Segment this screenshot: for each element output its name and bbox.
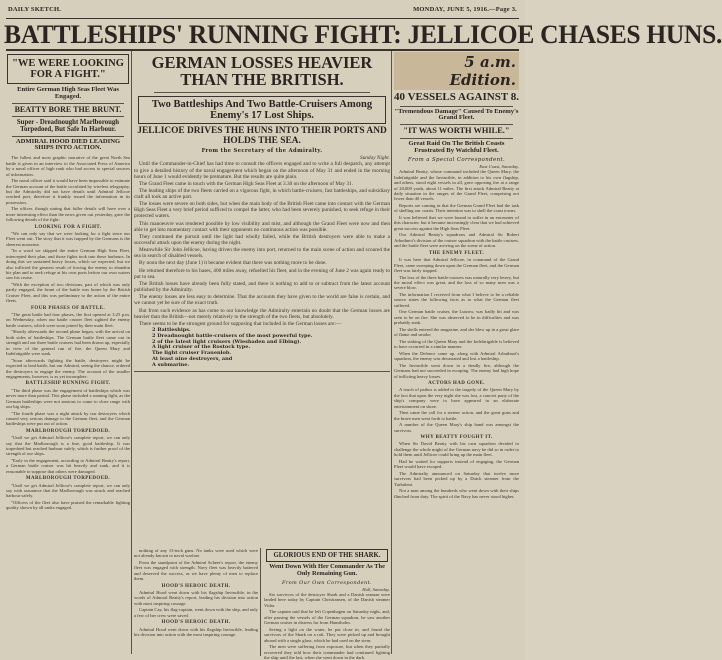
mid-source: From the Secretary of the Admiralty. <box>201 148 323 155</box>
paragraph: Meanwhile Sir John Jellicoe, having driven the enemy into port, returned to the main scene of action and scoured the sea in search of disabled vessels. <box>134 247 390 260</box>
paragraph: He returned therefore to his bases, 400 miles away, refuelled his fleet, and in the evening of June 2 was again ready to put to sea. <box>134 267 390 280</box>
paragraph: Until the Commander-in-Chief has had time to consult the officers engaged and to write a full despatch, any attempt to give a detailed history of the naval engagement which began on the afternoon of May 31 and ended in the morning hours of June 1 would evidently be premature. But the results are quite plain. <box>134 161 390 180</box>
paragraph: Captain Cay, his flag-captain, went down with the ship, and only a few of her crew were saved. <box>134 607 258 618</box>
paragraph: The information I received from what I believe to be a reliable source states the following facts as to what the German fleet suffered. <box>394 291 519 308</box>
mid-bottom-rule <box>134 371 390 372</box>
top-rule <box>6 18 519 19</box>
mid-headline: GERMAN LOSSES HEAVIER THAN THE BRITISH. <box>151 53 373 90</box>
paragraph: When the Defence came up, along with Admiral Arbuthnot's squadron, the enemy was devastated and lost a battleship. <box>394 350 519 362</box>
paragraph: Had he waited for supports instead of engaging, the German Fleet would have escaped. <box>394 458 519 470</box>
loss-item: A submarine. <box>152 361 190 368</box>
paragraph: It was believed that we were bound to suffer in an encounter of this character, but it became increasingly clear that we had achieved great success against the High Seas Fleet. <box>394 215 519 231</box>
paragraph: The losses were severe on both sides, but when the main body of the British Fleet came into contact with the German High Seas Fleet a very brief period sufficed to compel the latter, who had been severely punished, to seek refuge in their protected waters. <box>134 201 390 220</box>
left-quote-headline: "WE WERE LOOKING FOR A FIGHT." <box>12 58 124 81</box>
german-losses-list <box>134 328 390 369</box>
paragraph: This manoeuvre was rendered possible by low visibility and mist, and although the Grand Fleet were now and then able to get into momentary contact with their opponents no continuous action was possible. <box>134 220 390 233</box>
glorious-box <box>266 549 388 562</box>
right-rule <box>400 106 513 107</box>
paragraph: "The third phase was the engagement of battleships which was never more than partial. This phase included a running fight, as the German battleships were not anxious to come to close range with our big ships. <box>6 387 130 409</box>
paragraph: "Until we get Admiral Jellicoe's complete report, we can only say with assurance that the Marlborough was struck and reached harbour safely. <box>6 482 130 499</box>
paragraph: Seeing a light on the water, he put close in, and found the survivors of the Shark on a raft. They were picked up and brought aboard with a single glass, which he had used on the stern. <box>264 626 390 643</box>
glorious-source: From Our Own Correspondent. <box>281 579 373 586</box>
paragraph: By noon the next day (June 1) it became evident that there was nothing more to be done. <box>139 260 327 267</box>
right-rule <box>400 138 513 139</box>
subhead: ACTORS HAD GONE. <box>428 380 485 386</box>
right-column <box>394 51 519 656</box>
right-deck-2: "IT WAS WORTH WHILE." <box>403 126 510 136</box>
paragraph: "We can only say that we were looking for a fight since our Fleet went out. The story that it was trapped by the Germans is the sheerest nonsense. <box>6 231 130 247</box>
paragraph: Admiral Hood went down with his flagship Invincible, in the words of Admiral Beatty's report, leading his division into action with most inspiring courage. <box>134 590 258 606</box>
lower-left-body <box>134 548 258 637</box>
paragraph: "In a word we skipped the entire German High Seas Fleet, intercepted their plan, and those fights took into these harbours. In doing this we sustained heavy losses, which we expected, but we also inflicted the greatest result of forcing the enemy to abandon his plan and to seek refuge at his own ports before our own waters saw his cruise. <box>6 248 130 281</box>
subhead: LOOKING FOR A FIGHT. <box>34 224 102 230</box>
loss-item: A light cruiser of the Rostock type. <box>152 344 251 351</box>
subhead: MARLBOROUGH TORPEDOED. <box>25 428 111 434</box>
loss-item: 2 of the latest light cruisers (Wiesbaden and Elbing). <box>152 338 302 345</box>
glorious-headline: GLORIOUS END OF THE SHARK. <box>273 552 381 559</box>
mid-article-body <box>134 155 390 326</box>
paragraph: The naval officer said it would have been impossible to estimate the German account of the battle circulated by wireless telegraphy, but the Admiralty did not have details until Admiral Jellicoe reached port, therefore it frankly issued the information in its possession. <box>6 178 130 205</box>
paragraph: The officer, though stating that fuller details will have over a more interesting effect than the news given out yesterday, gave the following details of the fight: <box>6 206 130 223</box>
date-and-page: MONDAY, JUNE 5, 1916.—Page 3. <box>413 6 517 13</box>
paper-name: DAILY SKETCH. <box>8 6 62 13</box>
paragraph: The enemy losses are less easy to determine. That the accounts they have given to the world are false is certain, and we cannot yet be sure of the exact truth. <box>134 294 390 307</box>
paragraph: A number of the Queen Mary's ship band was amongst the survivors. <box>394 422 519 433</box>
right-deck-3: Great Raid On The British Coasts Frustrated By Watchful Fleet. <box>408 140 505 155</box>
right-headline: 40 VESSELS AGAINST 8. <box>394 91 519 103</box>
subhead: FOUR PHASES OF BATTLE. <box>30 305 106 311</box>
dateline: Sunday Night. <box>359 155 390 162</box>
mid-head-2: JELLICOE DRIVES THE HUNS INTO THEIR PORTS AND HOLDS THE SEA. <box>137 125 387 146</box>
left-column <box>6 51 130 656</box>
subhead: WHY BEATTY FOUGHT IT. <box>420 434 493 440</box>
subhead: BATTLESHIP RUNNING FIGHT. <box>25 381 111 387</box>
subhead: HOOD'S HEROIC DEATH. <box>161 620 231 626</box>
paragraph: nothing of any 13-inch guns. No tanks were used which were not already known to naval warfare. <box>134 548 258 559</box>
paragraph: There seems to be the strongest ground for supposing that included in the German losses are:— <box>139 320 342 327</box>
paragraph: Not a man among the hundreds who went down with their ships flinched from duty. The spirit of the Navy has never stood higher. <box>394 488 519 499</box>
right-article-body <box>394 164 519 499</box>
loss-item: 2 Battleships. <box>152 327 191 334</box>
left-quote-box <box>7 54 129 84</box>
paragraph: The men were suffering from exposure, but when they partially recovered they told how their commander had continued fighting the ship until the last, when she went down in the dark. <box>264 644 390 660</box>
mid-subhead: Two Battleships And Two Battle-Cruisers Among Enemy's 17 Lost Ships. <box>151 98 373 121</box>
paragraph: Our Admiral Beatty's squadrons and Admiral Sir Robert Arbuthnot's division of the cruiser squadron with the battle cruisers, and the battle fleet were arriving on the scene of action. <box>394 232 519 249</box>
paragraph: One German battle cruiser, the Lutzow, was badly hit and was seen to be on fire. She was observed to be in difficulties and was probably sunk. <box>394 309 519 326</box>
paragraph: Admiral Beatty, whose command included the Queen Mary, the Indefatigable and the Invincible, in addition to his own flagship, and others, stood eight vessels in all, gave opposing fire at a range of 20,000 yards, about 11 miles. The first attack Admiral Beatty at daily situation in the ranges of the Grand Fleet, comprising not fewer than 40 vessels. <box>394 169 519 202</box>
paragraph: The fullest and most graphic narrative of the great North Sea battle is given in an interview to the Associated Press of America by a naval officer of high rank who had access to special sources of information. <box>6 155 130 177</box>
paragraph: The loss of the three battle-cruisers was naturally very heavy, but the moral effect was great, and the loss of so many men was a severe blow. <box>394 274 519 291</box>
mid-lower-rule <box>260 548 261 656</box>
paragraph: "Until we get Admiral Jellicoe's complete report, we can only say that the Marlborough is a fine, good battleship. It was torpedoed but reached harbour safely, which is further proof of the strength of our ships. <box>6 435 130 457</box>
left-rule <box>12 136 124 137</box>
paragraph: It was here that Admiral Jellicoe, in command of the Grand Fleet, came sweeping down upon the German fleet, and the German fleet was fairly trapped. <box>394 257 520 273</box>
main-headline: BATTLESHIPS' RUNNING FIGHT: JELLICOE CHASES HUNS. <box>4 20 722 49</box>
mid-rule <box>154 92 370 93</box>
paragraph: "Soon afterwards fighting the battle, destroyers might be expected to lead battle, but our Admiral, seeing the chance, ordered the destroyers to engage the enemy. The account of the smaller engagements, however, is as yet incomplete. <box>6 357 130 379</box>
left-deck-2: BEATTY BORE THE BRUNT. <box>14 104 122 114</box>
paragraph: The Invincible went down in a deadly fire, although the Germans had not succeeded in escaping. The enemy had high hope of inflicting heavy losses. <box>394 362 519 379</box>
middle-column <box>134 51 390 660</box>
paragraph: Six survivors of the destroyer Shark and a Danish seaman were landed here today by Captain Christiansen, of the Danish steamer Vidar. <box>264 591 390 608</box>
paragraph: "Officers of the fleet also have praised the remarkable fighting quality shown by all ranks engaged. <box>6 500 130 511</box>
paragraph: When Sir David Beatty with his own squadron decided to challenge the whole might of the German navy he did so in order to hold them until Jellicoe could bring up the main fleet. <box>394 441 519 458</box>
column-rule-left <box>131 51 132 654</box>
left-rule <box>12 103 124 104</box>
column-rule-right <box>391 51 392 654</box>
subhead: THE ENEMY FLEET. <box>428 250 485 256</box>
paragraph: The Grand Fleet came in touch with the German High Seas Fleet at 3.30 on the afternoon of May 31. <box>139 180 354 187</box>
right-deck-1: "Tremendous Damage" Caused To Enemy's Grand Fleet. <box>394 107 519 122</box>
paragraph: The leading ships of the two fleets carried on a vigorous fight, in which battle-cruisers, fast battleships, and subsidiary craft all took an active part. <box>134 188 390 201</box>
paragraph: Then came the call for a sterner action, and the great guns and the brave men went forth to battle. <box>394 410 519 421</box>
paragraph: "The great battle had four phases, the first opened at 3.25 p.m. on Wednesday, when our battle cruiser fleet sighted the enemy battle cruisers, which were soon joined by their main fleet. <box>6 312 130 328</box>
edition-banner: 5 a.m. Edition. <box>394 52 519 90</box>
right-source: From a Special Correspondent. <box>407 157 506 164</box>
paragraph: They continued the pursuit until the light had wholly failed, while the British destroyers were able to make a successful attack upon the enemy during the night. <box>134 233 390 246</box>
paragraph: From the standpoint of the Admiral Scheer's report, the enemy fleet was engaged with strength. Navy fleet was heavily battered and deserved the success, as we have plenty of men to replace them. <box>134 560 258 582</box>
glorious-subhead: Went Down With Her Commander As The Only Remaining Gun. <box>269 563 385 577</box>
glorious-body <box>264 587 390 660</box>
left-deck-4: ADMIRAL HOOD DIED LEADING SHIPS INTO ACTION. <box>15 137 121 152</box>
paragraph: The shells entered the magazine, and she blew up in a great glare of flame and smoke. <box>394 326 519 338</box>
paragraph: The captain said that he left Copenhagen on Saturday night, and, after passing the vessels of the German squadron, he saw another German cruiser in distress far from Hanstholm. <box>264 609 390 626</box>
right-rule <box>400 124 513 125</box>
paragraph: "The fourth phase was a night attack by our destroyers which caused very serious damage to the German fleet, and the German battleships were put out of action. <box>6 410 130 427</box>
paragraph: Admiral Hood went down with his flagship Invincible, leading his division into action with the most inspiring courage. <box>134 626 258 638</box>
subhead: HOOD'S HEROIC DEATH. <box>161 583 231 589</box>
paragraph: "Shortly afterwards the second phase began, with the arrival on both sides of battleships. The German battle fleet came out in strength and our three battle cruisers had been drawn up, especially in view of the general run of fire, the Queen Mary and Indefatigable were sunk. <box>6 329 130 357</box>
loss-item: At least nine destroyers, and <box>152 356 233 363</box>
paragraph: The Admiralty announced on Saturday that twelve more survivors had been picked up by a Dutch steamer from the Turbulent. <box>394 470 519 487</box>
loss-item: 2 Dreadnought battle-cruisers of the most powerful type. <box>152 332 313 339</box>
mid-subhead-box <box>138 96 386 124</box>
mid-lower-right <box>264 548 390 660</box>
paragraph: "With the exception of two divisions, part of which was only partly engaged, the brunt of the battle was borne by the British Cruiser Fleet, and this was preliminary to the action of the entire fleets. <box>6 282 130 304</box>
subhead: MARLBOROUGH TORPEDOED. <box>25 476 111 482</box>
paragraph: Reports are coming in that the German Grand Fleet had the task of shelling our coasts. Their intention was to shell the coast towns. <box>394 203 519 214</box>
paragraph: But from such evidence as has come to our knowledge the Admiralty entertain no doubt that the German losses are heavier than the British—not merely relatively to the strength of the two fleets, but absolutely. <box>134 307 390 320</box>
left-deck-1: Entire German High Seas Fleet Was Engaged. <box>17 86 119 100</box>
paragraph: A touch of pathos is added to the tragedy of the Queen Mary by the fact that upon the very night she was lost, a concert party of the ship's company were to have appeared in an elaborate entertainment on shore. <box>394 387 519 409</box>
loss-item: The light cruiser Frauenlob. <box>152 350 232 357</box>
mid-lower-left <box>134 548 258 656</box>
paragraph: The sinking of the Queen Mary and the Indefatigable is believed to have occurred in a similar manner. <box>394 338 519 350</box>
left-rule <box>12 116 124 117</box>
dateline: East Coast, Saturday. <box>479 164 519 170</box>
paragraph: "Early in the engagement, according to Admiral Beatty's report, a German battle cruiser was hit heavily and sunk, and it is reasonable to suppose that others were damaged. <box>6 457 130 474</box>
dateline: Hull, Saturday. <box>362 586 390 592</box>
left-article-body <box>6 155 130 510</box>
paragraph: The British losses have already been fully stated, and there is nothing to add to or subtract from the latest account published by the Admiralty. <box>134 280 390 294</box>
left-deck-3: Super - Dreadnought Marlborough Torpedoed, But Safe In Harbour. <box>16 119 120 134</box>
folio-line <box>8 6 517 16</box>
